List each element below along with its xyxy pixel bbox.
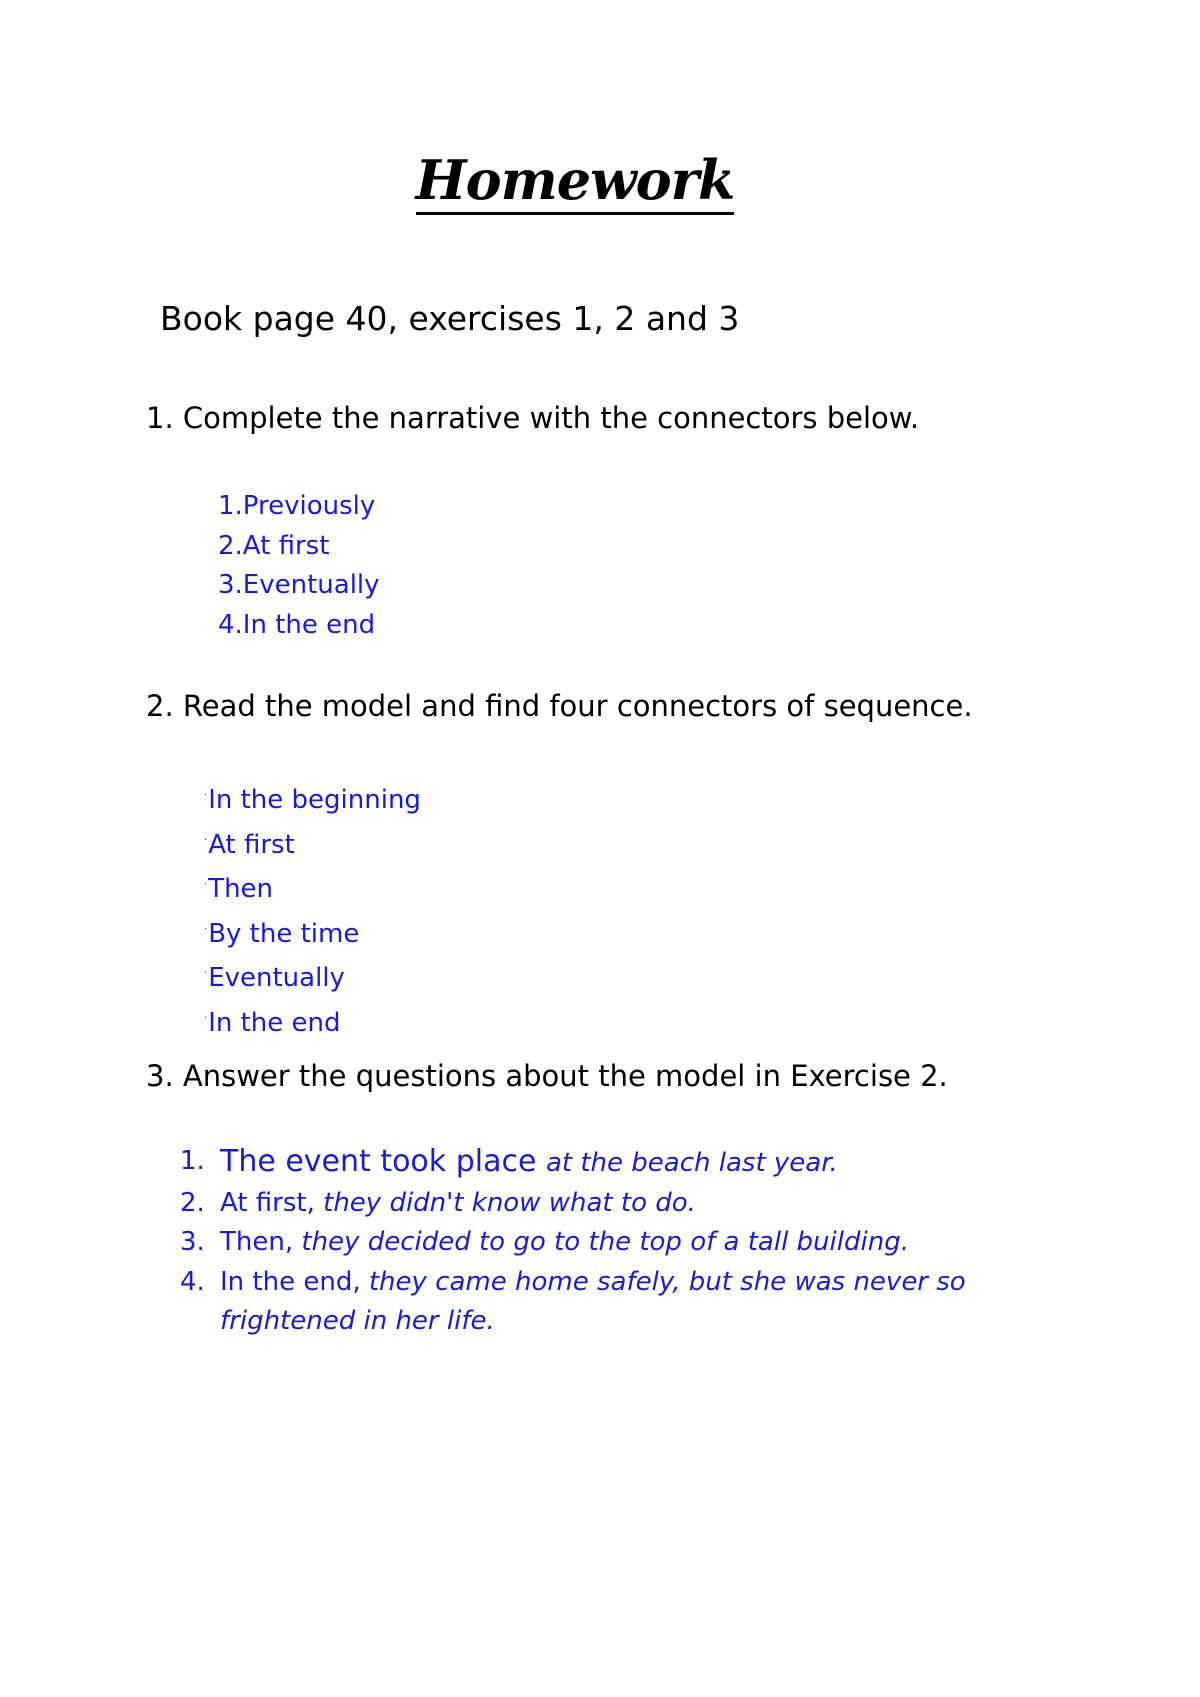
list-item (204, 776, 421, 821)
list-item: 1.Previously (218, 491, 376, 521)
answer-number: 2. (180, 1187, 205, 1218)
bullet-icon: · (204, 879, 208, 890)
list-item: 2.At first (218, 530, 330, 561)
list-item (204, 821, 421, 866)
answer-plain-text: Then, (220, 1227, 302, 1257)
sequence-connectors-list (204, 776, 421, 1043)
exercise-1-instruction: 1. Complete the narrative with the connectors below. (146, 401, 920, 435)
answer-item (180, 1223, 1040, 1263)
connectors-list (218, 487, 380, 645)
answer-plain-text: At first, (220, 1187, 324, 1218)
list-item-text: In the beginning (208, 785, 421, 815)
list-item-text: Then (208, 874, 274, 904)
answers-list (180, 1142, 1040, 1342)
bullet-icon: · (204, 923, 208, 935)
list-item (204, 910, 421, 955)
answer-italic-text: they came home safely, but she was never so frightened in her life. (220, 1266, 966, 1336)
answer-item (180, 1184, 1040, 1224)
bullet-icon: · (204, 790, 208, 801)
list-item (204, 999, 421, 1044)
book-reference: Book page 40, exercises 1, 2 and 3 (160, 299, 740, 338)
answer-number: 3. (180, 1227, 205, 1257)
bullet-icon: · (204, 834, 208, 846)
list-item: 4.In the end (218, 609, 376, 640)
answer-italic-text: at the beach last year. (545, 1148, 838, 1178)
bullet-icon: · (204, 1012, 208, 1024)
answer-italic-text: they didn't know what to do. (323, 1187, 696, 1218)
bullet-icon: · (204, 968, 208, 979)
exercise-3-instruction: 3. Answer the questions about the model in Exercise 2. (146, 1059, 948, 1093)
answer-item (180, 1263, 1040, 1342)
answer-plain-text: The event took place (220, 1144, 546, 1179)
list-item-text: At first (208, 829, 295, 860)
list-item (204, 865, 421, 910)
answer-number: 4. (180, 1266, 205, 1297)
list-item-text: By the time (208, 918, 360, 949)
list-item-text: Eventually (208, 963, 345, 993)
list-item (204, 954, 421, 999)
answer-item (180, 1142, 1040, 1184)
page-title (0, 148, 1150, 212)
answer-italic-text: they decided to go to the top of a tall building. (301, 1227, 909, 1257)
answer-plain-text: In the end, (220, 1266, 369, 1297)
exercise-2-instruction: 2. Read the model and find four connectors of sequence. (146, 689, 973, 723)
list-item: 3.Eventually (218, 570, 380, 600)
list-item-text: In the end (208, 1007, 341, 1038)
title-text: Homework (416, 148, 735, 215)
answer-number: 1. (180, 1146, 205, 1176)
